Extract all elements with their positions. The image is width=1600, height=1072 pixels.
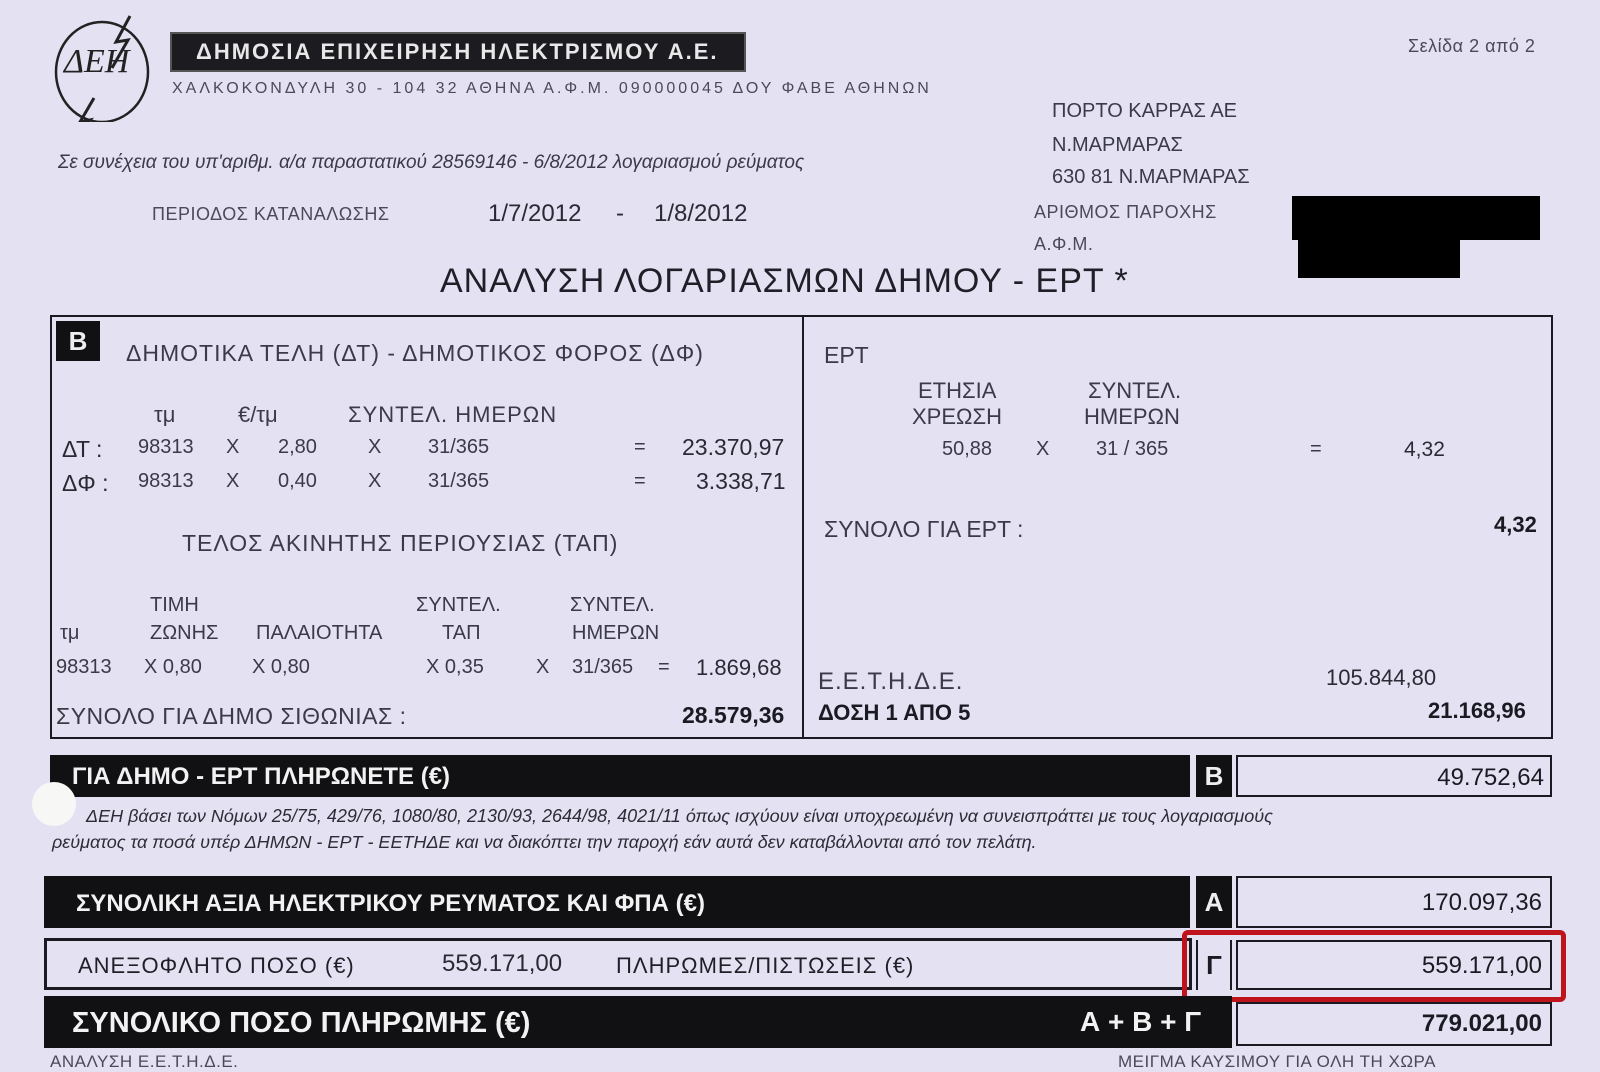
- tap-col-zone-1: ΤΙΜΗ: [150, 594, 199, 616]
- unpaid-value: 559.171,00: [442, 950, 563, 977]
- row-value: 3.338,71: [696, 468, 786, 494]
- tap-col-coef-2: ΤΑΠ: [442, 622, 481, 644]
- dei-logo: [50, 12, 160, 122]
- ert-col-annual-2: ΧΡΕΩΣΗ: [912, 404, 1002, 429]
- logo-text: ΔΕΗ: [64, 43, 130, 80]
- grand-total-bar: [44, 996, 1232, 1048]
- footer-left: ΑΝΑΛΥΣΗ Ε.Ε.Τ.Η.Δ.Ε.: [50, 1052, 239, 1071]
- etide-value: 105.844,80: [1326, 665, 1437, 690]
- electricity-total-value: 170.097,36: [1421, 889, 1542, 916]
- company-address: ΧΑΛΚΟΚΟΝΔΥΛΗ 30 - 104 32 ΑΘΗΝΑ Α.Φ.Μ. 090000045 ΔΟΥ ΦΑΒΕ ΑΘΗΝΩΝ: [172, 80, 932, 97]
- grand-total-formula: Α + Β + Γ: [1080, 1006, 1202, 1037]
- section-b-badge: Β: [56, 321, 100, 361]
- row-x: X: [368, 470, 382, 492]
- col-sqm: τμ: [154, 402, 176, 427]
- pay-municipality-letter: Β: [1196, 755, 1232, 797]
- grand-total-value: 779.021,00: [1421, 1010, 1542, 1037]
- payments-highlight-frame: [1182, 930, 1566, 1002]
- ert-col-annual-1: ΕΤΗΣΙΑ: [918, 378, 997, 403]
- row-sqm: 98313: [138, 470, 194, 492]
- tap-col-days-1: ΣΥΝΤΕΛ.: [570, 594, 655, 616]
- col-rate: €/τμ: [238, 402, 278, 427]
- customer-postal: 630 81 Ν.ΜΑΡΜΑΡΑΣ: [1052, 166, 1250, 188]
- row-value: 23.370,97: [682, 434, 785, 460]
- row-equals: =: [634, 436, 646, 458]
- ert-total-value: 4,32: [1494, 512, 1537, 537]
- dose-value: 21.168,96: [1428, 698, 1526, 723]
- row-label: ΔΦ :: [62, 470, 109, 496]
- pay-municipality-value: 49.752,64: [1437, 764, 1544, 791]
- column-divider: [802, 315, 804, 739]
- row-label: ΔΤ :: [62, 436, 103, 462]
- legal-note-line-1: ΔΕΗ βάσει των Νόμων 25/75, 429/76, 1080/80, 2130/93, 2644/98, 4021/11 όπως ισχύουν είναι υποχρεωμένη να συνεισπράττει με τους λογαριασμούς: [86, 806, 1273, 826]
- row-days: 31/365: [428, 470, 490, 492]
- tap-age: X 0,80: [252, 656, 310, 678]
- payments-label: ΠΛΗΡΩΜΕΣ/ΠΙΣΤΩΣΕΙΣ (€): [616, 953, 915, 978]
- row-rate: 0,40: [278, 470, 317, 492]
- tap-col-days-2: ΗΜΕΡΩΝ: [572, 622, 660, 644]
- tap-col-age: ΠΑΛΑΙΟΤΗΤΑ: [256, 622, 383, 644]
- ert-col-days-2: ΗΜΕΡΩΝ: [1084, 404, 1180, 429]
- grand-total-label: ΣΥΝΟΛΙΚΟ ΠΟΣΟ ΠΛΗΡΩΜΗΣ (€): [72, 1007, 531, 1039]
- supply-number-label: ΑΡΙΘΜΟΣ ΠΑΡΟΧΗΣ: [1034, 202, 1217, 222]
- period-label: ΠΕΡΙΟΔΟΣ ΚΑΤΑΝΑΛΩΣΗΣ: [152, 204, 390, 224]
- pay-municipality-bar: [50, 755, 1190, 797]
- company-banner: [170, 32, 746, 72]
- electricity-total-value-box: [1236, 876, 1552, 928]
- tap-col-zone-2: ΖΩΝΗΣ: [150, 622, 219, 644]
- page-title: ΑΝΑΛΥΣΗ ΛΟΓΑΡΙΑΣΜΩΝ ΔΗΜΟΥ - ΕΡΤ *: [440, 262, 1129, 300]
- tap-days: 31/365: [572, 656, 634, 678]
- row-x: X: [226, 470, 240, 492]
- row-x: X: [368, 436, 382, 458]
- ert-equals: =: [1310, 438, 1322, 460]
- municipal-total-label: ΣΥΝΟΛΟ ΓΙΑ ΔΗΜΟ ΣΙΘΩΝΙΑΣ :: [56, 703, 407, 729]
- tap-col-coef-1: ΣΥΝΤΕΛ.: [416, 594, 501, 616]
- etide-label: Ε.Ε.Τ.Η.Δ.Ε.: [818, 668, 964, 695]
- company-name: ΔΗΜΟΣΙΑ ΕΠΙΧΕΙΡΗΣΗ ΗΛΕΚΤΡΙΣΜΟΥ Α.Ε.: [196, 39, 719, 64]
- continuation-note: Σε συνέχεια του υπ'αριθμ. α/α παραστατικού 28569146 - 6/8/2012 λογαριασμού ρεύματος: [58, 152, 805, 173]
- footer-right: ΜΕΙΓΜΑ ΚΑΥΣΙΜΟΥ ΓΙΑ ΟΛΗ ΤΗ ΧΩΡΑ: [1118, 1052, 1436, 1071]
- redaction-afm: [1298, 234, 1460, 278]
- ert-value: 4,32: [1404, 438, 1445, 461]
- row-days: 31/365: [428, 436, 490, 458]
- page-number: Σελίδα 2 από 2: [1408, 36, 1536, 56]
- electricity-total-bar: [44, 876, 1190, 928]
- tap-zone: X 0,80: [144, 656, 202, 678]
- period-from: 1/7/2012: [488, 200, 582, 227]
- municipal-heading: ΔΗΜΟΤΙΚΑ ΤΕΛΗ (ΔΤ) - ΔΗΜΟΤΙΚΟΣ ΦΟΡΟΣ (ΔΦ): [126, 340, 704, 366]
- tap-sqm: 98313: [56, 656, 112, 678]
- ert-total-label: ΣΥΝΟΛΟ ΓΙΑ ΕΡΤ :: [824, 516, 1024, 542]
- payments-value: 559.171,00: [1421, 952, 1542, 979]
- tap-value: 1.869,68: [696, 655, 782, 680]
- afm-label: Α.Φ.Μ.: [1034, 234, 1094, 254]
- tap-equals: =: [658, 656, 670, 678]
- ert-days: 31 / 365: [1096, 438, 1169, 460]
- tap-col-sqm: τμ: [60, 622, 80, 644]
- tap-x: X: [536, 656, 550, 678]
- punch-hole: [32, 782, 76, 826]
- tap-heading: ΤΕΛΟΣ ΑΚΙΝΗΤΗΣ ΠΕΡΙΟΥΣΙΑΣ (ΤΑΠ): [182, 530, 619, 556]
- pay-municipality-value-box: [1236, 755, 1552, 797]
- row-x: X: [226, 436, 240, 458]
- payments-letter: Γ: [1196, 940, 1232, 990]
- customer-city: Ν.ΜΑΡΜΑΡΑΣ: [1052, 134, 1183, 156]
- legal-note-line-2: ρεύματος τα ποσά υπέρ ΔΗΜΩΝ - ΕΡΤ - ΕΕΤΗΔΕ και να διακόπτει την παροχή εάν αυτά δεν καταβάλλονται από τον πελάτη.: [52, 832, 1037, 852]
- period-dash: -: [616, 200, 624, 227]
- pay-municipality-label: ΓΙΑ ΔΗΜΟ - ΕΡΤ ΠΛΗΡΩΝΕΤΕ (€): [72, 763, 451, 790]
- row-equals: =: [634, 470, 646, 492]
- electricity-total-label: ΣΥΝΟΛΙΚΗ ΑΞΙΑ ΗΛΕΚΤΡΙΚΟΥ ΡΕΥΜΑΤΟΣ ΚΑΙ ΦΠΑ (€): [76, 890, 705, 917]
- col-days: ΣΥΝΤΕΛ. ΗΜΕΡΩΝ: [348, 402, 558, 427]
- ert-heading: ΕΡΤ: [824, 342, 869, 368]
- row-sqm: 98313: [138, 436, 194, 458]
- ert-annual: 50,88: [942, 438, 993, 460]
- tap-coef: X 0,35: [426, 656, 484, 678]
- row-rate: 2,80: [278, 436, 317, 458]
- unpaid-label: ΑΝΕΞΟΦΛΗΤΟ ΠΟΣΟ (€): [78, 953, 355, 978]
- grand-total-value-box: [1236, 1002, 1552, 1046]
- municipal-total-value: 28.579,36: [682, 702, 785, 728]
- period-to: 1/8/2012: [654, 200, 748, 227]
- electricity-total-letter: Α: [1196, 876, 1232, 928]
- ert-x: X: [1036, 438, 1050, 460]
- dose-label: ΔΟΣΗ 1 ΑΠΟ 5: [818, 700, 971, 725]
- customer-name: ΠΟΡΤΟ ΚΑΡΡΑΣ ΑΕ: [1052, 100, 1238, 122]
- ert-col-days-1: ΣΥΝΤΕΛ.: [1088, 378, 1182, 403]
